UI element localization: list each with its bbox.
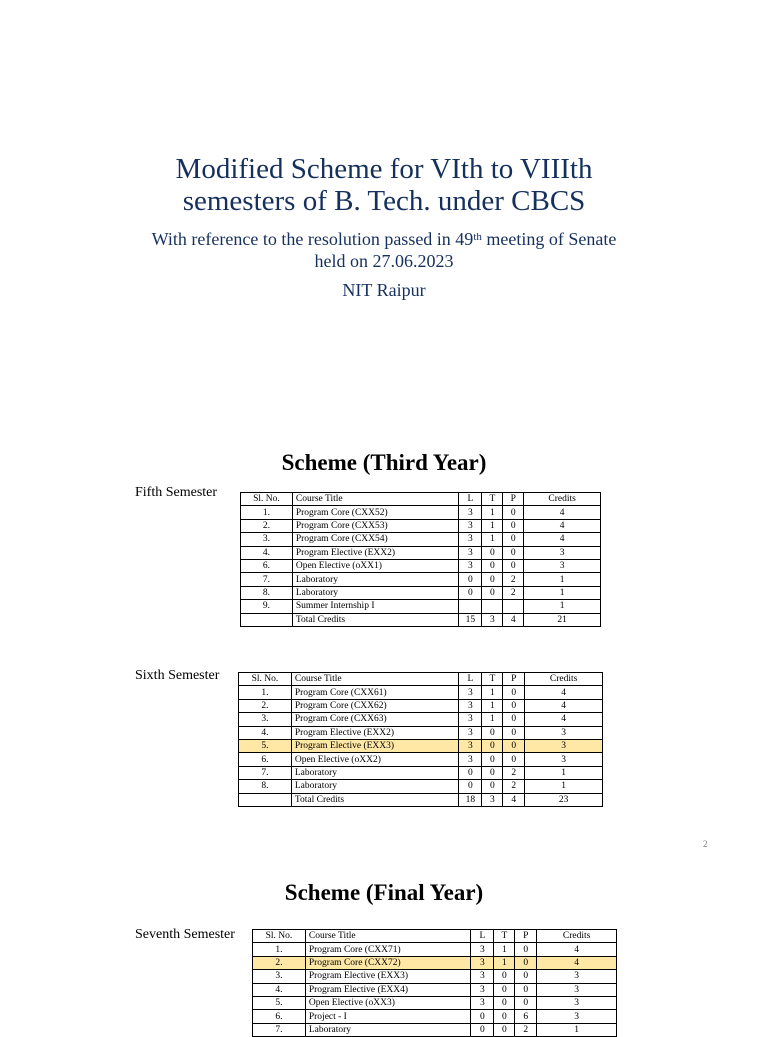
subtitle-line1	[0, 228, 768, 250]
seventh-sem-sl-no-cell: Sl. No.	[253, 930, 306, 943]
fifth-sem-sl-no-cell: 4.	[241, 546, 293, 559]
sixth-sem-row	[239, 780, 603, 793]
sixth-sem-tutorial-cell: 3	[482, 793, 503, 806]
main-title-line2: semesters of B. Tech. under CBCS	[182, 185, 586, 217]
fifth-sem-course-title-cell: Course Title	[292, 493, 459, 506]
fifth-sem-practical-cell: 0	[503, 533, 524, 546]
seventh-sem-lecture-cell: 3	[471, 996, 494, 1009]
sixth-sem-tutorial-cell: 0	[482, 780, 503, 793]
sixth-sem-practical-cell: 4	[503, 793, 525, 806]
sixth-sem-practical-cell: 2	[503, 766, 525, 779]
fifth-sem-row	[241, 600, 601, 613]
fifth-sem-practical-cell: 2	[503, 573, 524, 586]
seventh-sem-tutorial-cell: 0	[494, 1023, 515, 1036]
fifth-sem-course-title-cell: Program Core (CXX53)	[292, 519, 459, 532]
seventh-sem-course-title-cell: Program Core (CXX71)	[305, 943, 471, 956]
sixth-sem-lecture-cell: 18	[459, 793, 482, 806]
sixth-sem-sl-no-cell: 1.	[239, 686, 292, 699]
subtitle-line2: held on 27.06.2023	[314, 251, 454, 271]
fifth-sem-tutorial-cell	[482, 600, 503, 613]
seventh-sem-practical-cell: 0	[515, 970, 537, 983]
seventh-sem-course-title-cell: Course Title	[305, 930, 471, 943]
fifth-sem-sl-no-cell: Sl. No.	[241, 493, 293, 506]
seventh-sem-sl-no-cell: 3.	[253, 970, 306, 983]
institution-name: NIT Raipur	[342, 280, 426, 300]
sixth-sem-course-title-cell: Open Elective (oXX2)	[291, 753, 459, 766]
sixth-sem-practical-cell: 0	[503, 686, 525, 699]
sixth-sem-practical-cell: 0	[503, 726, 525, 739]
seventh-sem-lecture-cell: 3	[471, 943, 494, 956]
sixth-sem-header-row	[239, 673, 603, 686]
seventh-semester-label: Seventh Semester	[135, 927, 235, 942]
sixth-sem-tutorial-cell: 1	[482, 686, 503, 699]
seventh-sem-sl-no-cell: 2.	[253, 956, 306, 969]
seventh-sem-sl-no-cell: 1.	[253, 943, 306, 956]
sixth-sem-row	[239, 713, 603, 726]
fifth-sem-course-title-cell: Open Elective (oXX1)	[292, 559, 459, 572]
sixth-sem-credits-cell: 3	[525, 753, 603, 766]
seventh-sem-credits-cell: 1	[537, 1023, 617, 1036]
sixth-semester-table	[238, 672, 603, 807]
seventh-sem-practical-cell: P	[515, 930, 537, 943]
page-number: 2	[703, 839, 708, 849]
fifth-sem-credits-cell: 3	[524, 559, 601, 572]
third-year-slide	[0, 422, 768, 852]
seventh-sem-row	[253, 1010, 617, 1023]
sixth-sem-practical-cell: 0	[503, 739, 525, 752]
fifth-sem-credits-cell: 4	[524, 533, 601, 546]
sixth-sem-tutorial-cell: 0	[482, 739, 503, 752]
fifth-sem-tutorial-cell: 1	[482, 506, 503, 519]
fifth-sem-lecture-cell: 3	[459, 533, 482, 546]
sixth-sem-practical-cell: P	[503, 673, 525, 686]
seventh-sem-row	[253, 956, 617, 969]
fifth-sem-practical-cell	[503, 600, 524, 613]
seventh-sem-course-title-cell: Open Elective (oXX3)	[305, 996, 471, 1009]
sixth-sem-credits-cell: 4	[525, 713, 603, 726]
sixth-sem-sl-no-cell: 3.	[239, 713, 292, 726]
sixth-sem-course-title-cell: Program Elective (EXX2)	[291, 726, 459, 739]
seventh-sem-course-title-cell: Laboratory	[305, 1023, 471, 1036]
sixth-sem-course-title-cell: Program Core (CXX61)	[291, 686, 459, 699]
sixth-sem-course-title-cell: Program Core (CXX63)	[291, 713, 459, 726]
main-title-line1: Modified Scheme for VIth to VIIIth	[175, 153, 593, 185]
sixth-sem-tutorial-cell: 0	[482, 766, 503, 779]
seventh-sem-row	[253, 1023, 617, 1036]
seventh-sem-practical-cell: 0	[515, 943, 537, 956]
main-title	[0, 153, 768, 217]
sixth-sem-tutorial-cell: 0	[482, 726, 503, 739]
sixth-sem-row	[239, 699, 603, 712]
fifth-sem-lecture-cell: 15	[459, 613, 482, 626]
fifth-sem-sl-no-cell: 6.	[241, 559, 293, 572]
fifth-sem-tutorial-cell: 0	[482, 586, 503, 599]
seventh-sem-lecture-cell: 3	[471, 970, 494, 983]
sixth-sem-credits-cell: 23	[525, 793, 603, 806]
subtitle-text: With reference to the resolution passed in 49	[151, 229, 474, 249]
sixth-sem-lecture-cell: 3	[459, 726, 482, 739]
sixth-sem-credits-cell: Credits	[525, 673, 603, 686]
seventh-sem-credits-cell: 3	[537, 970, 617, 983]
sixth-sem-row	[239, 686, 603, 699]
sixth-sem-course-title-cell: Program Elective (EXX3)	[291, 739, 459, 752]
seventh-sem-course-title-cell: Program Core (CXX72)	[305, 956, 471, 969]
sixth-sem-lecture-cell: 3	[459, 686, 482, 699]
sixth-sem-practical-cell: 2	[503, 780, 525, 793]
sixth-sem-sl-no-cell: 2.	[239, 699, 292, 712]
sixth-sem-credits-cell: 1	[525, 780, 603, 793]
sixth-sem-credits-cell: 3	[525, 726, 603, 739]
seventh-sem-practical-cell: 0	[515, 983, 537, 996]
fifth-sem-lecture-cell: 3	[459, 506, 482, 519]
seventh-sem-sl-no-cell: 6.	[253, 1010, 306, 1023]
fifth-sem-lecture-cell: 0	[459, 586, 482, 599]
fifth-sem-course-title-cell: Summer Internship I	[292, 600, 459, 613]
fifth-sem-practical-cell: 2	[503, 586, 524, 599]
sixth-sem-practical-cell: 0	[503, 699, 525, 712]
fifth-sem-credits-cell: 1	[524, 573, 601, 586]
fifth-sem-row	[241, 533, 601, 546]
seventh-sem-row	[253, 943, 617, 956]
final-year-title: Scheme (Final Year)	[284, 880, 484, 905]
fifth-sem-practical-cell: 0	[503, 559, 524, 572]
fifth-sem-row	[241, 546, 601, 559]
seventh-sem-sl-no-cell: 7.	[253, 1023, 306, 1036]
sixth-sem-lecture-cell: 3	[459, 739, 482, 752]
fifth-sem-course-title-cell: Total Credits	[292, 613, 459, 626]
seventh-sem-credits-cell: 4	[537, 943, 617, 956]
seventh-sem-tutorial-cell: 0	[494, 983, 515, 996]
seventh-sem-credits-cell: 3	[537, 983, 617, 996]
fifth-sem-lecture-cell	[459, 600, 482, 613]
sixth-sem-sl-no-cell: 8.	[239, 780, 292, 793]
fifth-sem-tutorial-cell: 0	[482, 559, 503, 572]
seventh-sem-tutorial-cell: T	[494, 930, 515, 943]
seventh-sem-lecture-cell: 0	[471, 1010, 494, 1023]
sixth-sem-sl-no-cell	[239, 793, 292, 806]
sixth-sem-practical-cell: 0	[503, 713, 525, 726]
fifth-sem-row	[241, 506, 601, 519]
sixth-sem-lecture-cell: L	[459, 673, 482, 686]
fifth-sem-tutorial-cell: T	[482, 493, 503, 506]
seventh-sem-sl-no-cell: 4.	[253, 983, 306, 996]
sixth-sem-practical-cell: 0	[503, 753, 525, 766]
seventh-sem-course-title-cell: Project - I	[305, 1010, 471, 1023]
fifth-sem-credits-cell: 3	[524, 546, 601, 559]
fifth-sem-sl-no-cell: 9.	[241, 600, 293, 613]
fifth-sem-practical-cell: P	[503, 493, 524, 506]
seventh-sem-tutorial-cell: 0	[494, 970, 515, 983]
seventh-sem-credits-cell: Credits	[537, 930, 617, 943]
fifth-sem-row	[241, 586, 601, 599]
subtitle-superscript: th	[473, 231, 482, 243]
fifth-sem-tutorial-cell: 3	[482, 613, 503, 626]
sixth-sem-credits-cell: 4	[525, 699, 603, 712]
sixth-semester-label: Sixth Semester	[135, 668, 220, 683]
fifth-sem-row	[241, 573, 601, 586]
seventh-sem-row	[253, 983, 617, 996]
fifth-sem-sl-no-cell: 2.	[241, 519, 293, 532]
seventh-sem-tutorial-cell: 0	[494, 996, 515, 1009]
seventh-sem-row	[253, 970, 617, 983]
fifth-sem-course-title-cell: Program Core (CXX52)	[292, 506, 459, 519]
fifth-sem-lecture-cell: 3	[459, 559, 482, 572]
sixth-sem-sl-no-cell: 6.	[239, 753, 292, 766]
third-year-title: Scheme (Third Year)	[281, 450, 487, 475]
sixth-sem-lecture-cell: 0	[459, 766, 482, 779]
fifth-sem-lecture-cell: 3	[459, 546, 482, 559]
seventh-sem-credits-cell: 3	[537, 1010, 617, 1023]
fifth-semester-label: Fifth Semester	[135, 485, 218, 500]
sixth-sem-lecture-cell: 3	[459, 713, 482, 726]
seventh-sem-course-title-cell: Program Elective (EXX4)	[305, 983, 471, 996]
fifth-sem-lecture-cell: 3	[459, 519, 482, 532]
seventh-sem-practical-cell: 6	[515, 1010, 537, 1023]
fifth-sem-header-row	[241, 493, 601, 506]
sixth-sem-course-title-cell: Laboratory	[291, 780, 459, 793]
sixth-sem-row	[239, 753, 603, 766]
seventh-sem-sl-no-cell: 5.	[253, 996, 306, 1009]
sixth-sem-course-title-cell: Course Title	[291, 673, 459, 686]
fifth-sem-course-title-cell: Laboratory	[292, 586, 459, 599]
sixth-sem-row	[239, 726, 603, 739]
fifth-sem-credits-cell: Credits	[524, 493, 601, 506]
sixth-sem-sl-no-cell: 4.	[239, 726, 292, 739]
sixth-sem-tutorial-cell: 1	[482, 713, 503, 726]
sixth-sem-row	[239, 766, 603, 779]
seventh-sem-practical-cell: 0	[515, 996, 537, 1009]
fifth-sem-lecture-cell: L	[459, 493, 482, 506]
sixth-sem-row	[239, 739, 603, 752]
sixth-sem-row	[239, 793, 603, 806]
seventh-sem-lecture-cell: L	[471, 930, 494, 943]
sixth-sem-lecture-cell: 3	[459, 753, 482, 766]
fifth-sem-row	[241, 559, 601, 572]
fifth-sem-course-title-cell: Laboratory	[292, 573, 459, 586]
fifth-sem-tutorial-cell: 1	[482, 519, 503, 532]
sixth-sem-course-title-cell: Program Core (CXX62)	[291, 699, 459, 712]
fifth-sem-credits-cell: 21	[524, 613, 601, 626]
seventh-sem-credits-cell: 4	[537, 956, 617, 969]
sixth-sem-sl-no-cell: 7.	[239, 766, 292, 779]
fifth-sem-tutorial-cell: 1	[482, 533, 503, 546]
fifth-sem-practical-cell: 0	[503, 519, 524, 532]
seventh-sem-tutorial-cell: 1	[494, 956, 515, 969]
sixth-sem-tutorial-cell: 1	[482, 699, 503, 712]
fifth-sem-course-title-cell: Program Core (CXX54)	[292, 533, 459, 546]
seventh-sem-tutorial-cell: 0	[494, 1010, 515, 1023]
sixth-sem-course-title-cell: Laboratory	[291, 766, 459, 779]
fifth-sem-credits-cell: 4	[524, 519, 601, 532]
seventh-sem-credits-cell: 3	[537, 996, 617, 1009]
sixth-sem-sl-no-cell: Sl. No.	[239, 673, 292, 686]
fifth-sem-tutorial-cell: 0	[482, 573, 503, 586]
fifth-sem-sl-no-cell: 7.	[241, 573, 293, 586]
sixth-sem-credits-cell: 3	[525, 739, 603, 752]
fifth-sem-practical-cell: 4	[503, 613, 524, 626]
sixth-sem-lecture-cell: 3	[459, 699, 482, 712]
seventh-sem-lecture-cell: 3	[471, 983, 494, 996]
fifth-sem-course-title-cell: Program Elective (EXX2)	[292, 546, 459, 559]
sixth-sem-course-title-cell: Total Credits	[291, 793, 459, 806]
subtitle-text-end: meeting of Senate	[481, 229, 617, 249]
seventh-sem-header-row	[253, 930, 617, 943]
seventh-semester-table	[252, 929, 617, 1037]
fifth-sem-sl-no-cell: 8.	[241, 586, 293, 599]
sixth-sem-lecture-cell: 0	[459, 780, 482, 793]
fifth-sem-row	[241, 519, 601, 532]
sixth-sem-credits-cell: 1	[525, 766, 603, 779]
sixth-sem-tutorial-cell: T	[482, 673, 503, 686]
fifth-sem-credits-cell: 1	[524, 586, 601, 599]
fifth-semester-table	[240, 492, 601, 627]
fifth-sem-practical-cell: 0	[503, 546, 524, 559]
sixth-sem-credits-cell: 4	[525, 686, 603, 699]
final-year-slide	[0, 852, 768, 1035]
fifth-sem-row	[241, 613, 601, 626]
fifth-sem-credits-cell: 1	[524, 600, 601, 613]
seventh-sem-row	[253, 996, 617, 1009]
seventh-sem-practical-cell: 0	[515, 956, 537, 969]
fifth-sem-tutorial-cell: 0	[482, 546, 503, 559]
fifth-sem-lecture-cell: 0	[459, 573, 482, 586]
title-slide	[0, 0, 768, 422]
sixth-sem-tutorial-cell: 0	[482, 753, 503, 766]
sixth-sem-sl-no-cell: 5.	[239, 739, 292, 752]
seventh-sem-tutorial-cell: 1	[494, 943, 515, 956]
seventh-sem-course-title-cell: Program Elective (EXX3)	[305, 970, 471, 983]
fifth-sem-credits-cell: 4	[524, 506, 601, 519]
fifth-sem-sl-no-cell: 1.	[241, 506, 293, 519]
fifth-sem-sl-no-cell	[241, 613, 293, 626]
seventh-sem-practical-cell: 2	[515, 1023, 537, 1036]
seventh-sem-lecture-cell: 0	[471, 1023, 494, 1036]
fifth-sem-practical-cell: 0	[503, 506, 524, 519]
subtitle	[0, 228, 768, 272]
seventh-sem-lecture-cell: 3	[471, 956, 494, 969]
fifth-sem-sl-no-cell: 3.	[241, 533, 293, 546]
